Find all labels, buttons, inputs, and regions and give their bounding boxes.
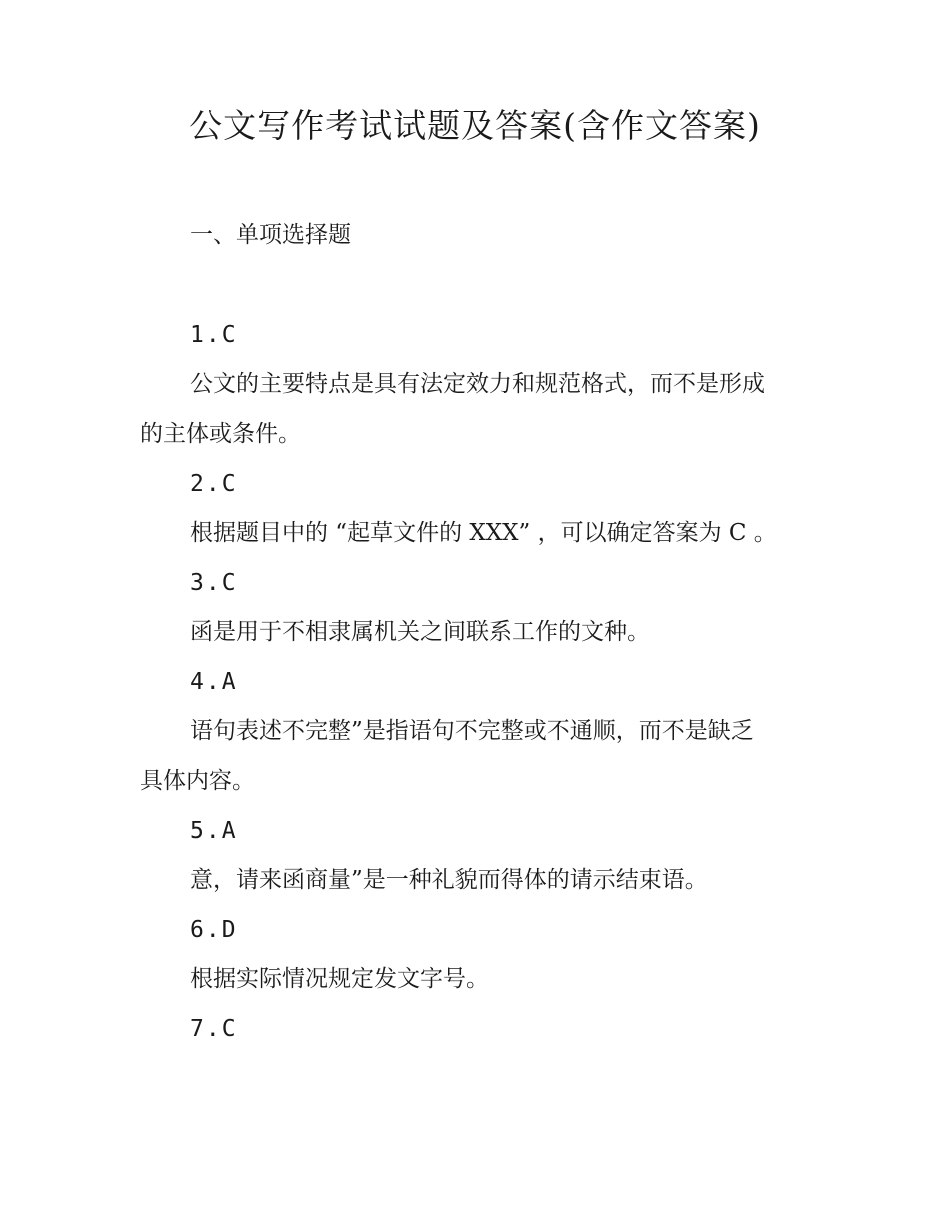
item-4-explanation-line-2: 具体内容。 [140,768,255,794]
item-1-explanation-line-1: 公文的主要特点是具有法定效力和规范格式，而不是形成 [190,371,765,397]
document-title: 公文写作考试试题及答案(含作文答案) [189,106,761,145]
item-6-number: 6.D [190,917,238,943]
section-heading: 一、单项选择题 [190,222,351,248]
item-6-explanation-line-1: 根据实际情况规定发文字号。 [190,966,489,992]
item-5-explanation-line-1: 意，请来函商量”是一种礼貌而得体的请示结束语。 [190,867,708,893]
item-4-explanation-line-1: 语句表述不完整”是指语句不完整或不通顺，而不是缺乏 [190,718,754,744]
item-7-number: 7.C [190,1016,238,1042]
item-2-explanation-line-1: 根据题目中的 “起草文件的 XXX” ，可以确定答案为 C 。 [190,520,777,546]
item-3-number: 3.C [190,570,238,596]
item-4-number: 4.A [190,669,238,695]
item-5-number: 5.A [190,818,238,844]
item-1-explanation-line-2: 的主体或条件。 [140,421,301,447]
item-3-explanation-line-1: 函是用于不相隶属机关之间联系工作的文种。 [190,619,650,645]
item-2-number: 2.C [190,471,238,497]
item-1-number: 1.C [190,322,238,348]
